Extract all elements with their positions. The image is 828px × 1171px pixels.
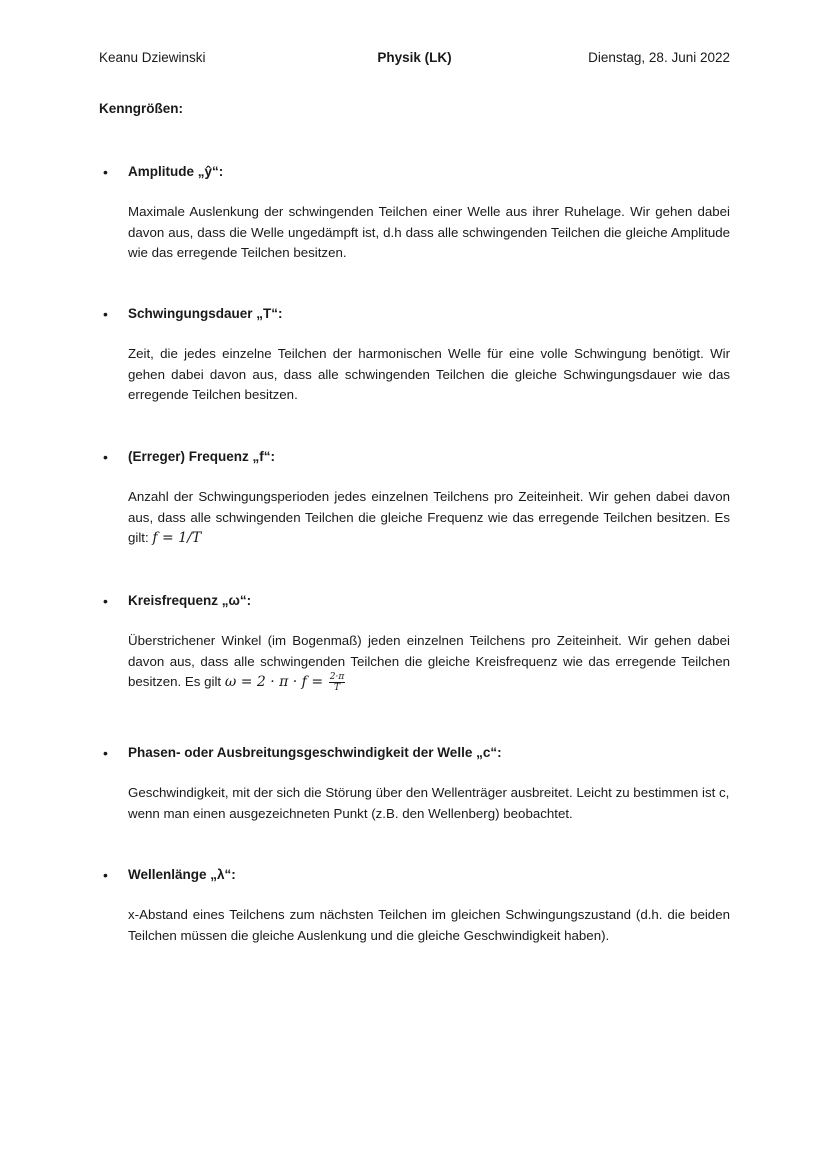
formula-angular-frequency: ω = 2 · π · f = — [224, 674, 324, 691]
item-title: Phasen- oder Ausbreitungsgeschwindigkeit der Welle „c“: — [128, 745, 502, 760]
bullet-icon: • — [103, 449, 108, 465]
item-body: x-Abstand eines Teilchens zum nächsten Teilchen im gleichen Schwingungszustand (d.h. die beiden Teilchen müssen die gleiche Auslenkung und die gleiche Geschwindigkeit haben). — [128, 907, 730, 943]
item-title: Wellenlänge „λ“: — [128, 867, 236, 882]
header-subject: Physik (LK) — [377, 50, 452, 65]
formula-fraction — [329, 672, 346, 693]
bullet-icon: • — [103, 745, 108, 761]
item-body-text: Überstrichener Winkel (im Bogenmaß) jeden einzelnen Teilchens pro Zeiteinheit. Wir gehen dabei davon aus, dass alle schwingenden Teilchen die gleiche Kreisfrequenz wie das erregende Teilchen besitzen. Es gilt — [128, 633, 730, 690]
item-body — [128, 487, 730, 549]
header-date: Dienstag, 28. Juni 2022 — [588, 50, 730, 65]
item-title: Amplitude „ŷ“: — [128, 164, 224, 179]
header-author: Keanu Dziewinski — [99, 50, 206, 65]
item-title: (Erreger) Frequenz „f“: — [128, 449, 276, 464]
item-body — [128, 631, 730, 693]
fraction-numerator: 2·π — [329, 672, 345, 682]
item-body-text: Anzahl der Schwingungsperioden jedes einzelnen Teilchens pro Zeiteinheit. Wir gehen dabei davon aus, dass alle schwingenden Teilchen die gleiche Frequenz wie das erregende Teilchen besitzen. Es gilt: — [128, 489, 730, 545]
bullet-icon: • — [103, 593, 108, 609]
bullet-icon: • — [103, 164, 108, 180]
bullet-icon: • — [103, 306, 108, 322]
section-title: Kenngrößen: — [99, 101, 183, 116]
bullet-icon: • — [103, 867, 108, 883]
formula-frequency: f = 1/T — [152, 530, 202, 546]
item-title: Schwingungsdauer „T“: — [128, 306, 283, 321]
item-body: Zeit, die jedes einzelne Teilchen der harmonischen Welle für eine volle Schwingung benötigt. Wir gehen dabei davon aus, dass alle schwingenden Teilchen die gleiche Schwingungsdauer wie das erregende Teilchen besitzen. — [128, 346, 730, 402]
item-body: Geschwindigkeit, mit der sich die Störung über den Wellenträger ausbreitet. Leicht zu bestimmen ist c, wenn man einen ausgezeichneten Punkt (z.B. den Wellenberg) beobachtet. — [128, 785, 730, 821]
page-header — [99, 50, 730, 70]
item-body: Maximale Auslenkung der schwingenden Teilchen einer Welle aus ihrer Ruhelage. Wir gehen dabei davon aus, dass die Welle ungedämpft ist, d.h dass alle schwingenden Teilchen die gleiche Amplitude wie das erregende Teilchen besitzen. — [128, 204, 730, 260]
item-title: Kreisfrequenz „ω“: — [128, 593, 252, 608]
fraction-denominator: T — [334, 683, 341, 693]
